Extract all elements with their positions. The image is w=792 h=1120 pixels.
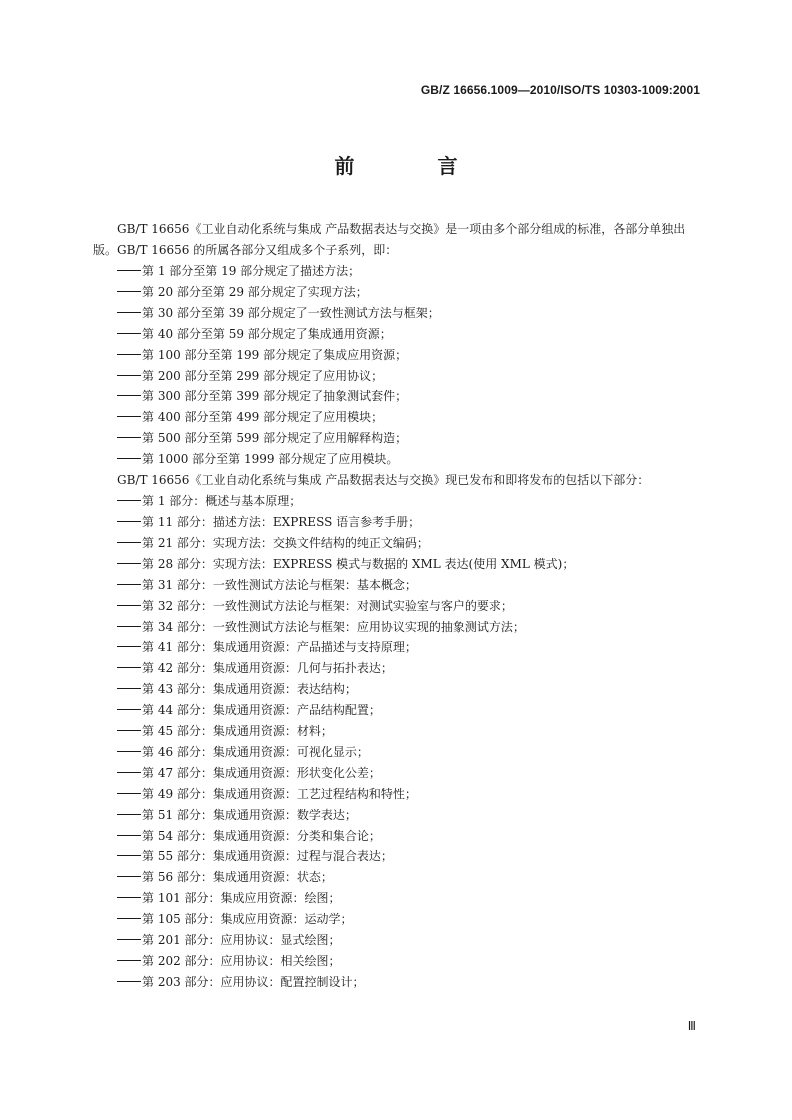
- list-item-text: 第 32 部分：一致性测试方法论与框架：对测试实验室与客户的要求；: [142, 598, 513, 613]
- em-dash: [117, 542, 141, 543]
- list-item-text: 第 40 部分至第 59 部分规定了集成通用资源；: [142, 326, 392, 341]
- list-item: [93, 491, 705, 512]
- em-dash: [117, 605, 141, 606]
- list-item: [93, 700, 705, 721]
- list-item-text: 第 200 部分至第 299 部分规定了应用协议；: [142, 368, 384, 383]
- em-dash: [117, 416, 141, 417]
- list-item: [93, 596, 705, 617]
- list-item-text: 第 11 部分：描述方法：EXPRESS 语言参考手册；: [142, 514, 421, 529]
- list-item: [93, 721, 705, 742]
- list-item-text: 第 202 部分：应用协议：相关绘图；: [142, 954, 341, 968]
- list-item-text: 第 100 部分至第 199 部分规定了集成应用资源；: [142, 347, 408, 362]
- list-item: [93, 805, 705, 826]
- list-item: [93, 428, 705, 449]
- list-item-text: 第 31 部分：一致性测试方法论与框架：基本概念；: [142, 577, 417, 592]
- em-dash: [117, 584, 141, 585]
- list-item-text: 第 20 部分至第 29 部分规定了实现方法；: [142, 284, 368, 299]
- list-item-text: 第 28 部分：实现方法：EXPRESS 模式与数据的 XML 表达(使用 XML 模式)；: [142, 556, 575, 571]
- em-dash: [117, 793, 141, 794]
- em-dash: [117, 814, 141, 815]
- list-item: [93, 345, 705, 366]
- list-item-text: 第 400 部分至第 499 部分规定了应用模块；: [142, 410, 384, 425]
- em-dash: [117, 646, 141, 647]
- page-number: Ⅲ: [687, 1019, 696, 1033]
- em-dash: [117, 395, 141, 396]
- list-item: [93, 930, 705, 951]
- em-dash: [117, 981, 141, 982]
- list-item-text: 第 44 部分：集成通用资源：产品结构配置；: [142, 703, 381, 718]
- list-item: [93, 575, 705, 596]
- em-dash: [117, 709, 141, 710]
- list-item-text: 第 30 部分至第 39 部分规定了一致性测试方法与框架；: [142, 305, 440, 320]
- em-dash: [117, 521, 141, 522]
- em-dash: [117, 751, 141, 752]
- list-item: [93, 784, 705, 805]
- list-item-text: 第 1 部分至第 19 部分规定了描述方法；: [142, 264, 361, 278]
- list-item: [93, 407, 705, 428]
- list-item: [93, 637, 705, 658]
- list-item-text: 第 43 部分：集成通用资源：表达结构；: [142, 682, 357, 697]
- list-item: [93, 617, 705, 638]
- em-dash: [117, 876, 141, 877]
- em-dash: [117, 939, 141, 940]
- em-dash: [117, 333, 141, 334]
- list-item-text: 第 54 部分：集成通用资源：分类和集合论；: [142, 828, 381, 843]
- list-item: [93, 951, 705, 972]
- list-item: [93, 303, 705, 324]
- list-item: [93, 826, 705, 847]
- em-dash: [117, 270, 141, 271]
- em-dash: [117, 500, 141, 501]
- list-item-text: 第 105 部分：集成应用资源：运动学；: [142, 912, 353, 927]
- list-item: [93, 449, 705, 470]
- em-dash: [117, 291, 141, 292]
- em-dash: [117, 897, 141, 898]
- list-item: [93, 386, 705, 407]
- em-dash: [117, 312, 141, 313]
- em-dash: [117, 960, 141, 961]
- em-dash: [117, 667, 141, 668]
- list-item: [93, 324, 705, 345]
- list-item: [93, 763, 705, 784]
- list-item: [93, 261, 705, 282]
- list-item-text: 第 42 部分：集成通用资源：几何与拓扑表达；: [142, 661, 393, 676]
- list-item-text: 第 201 部分：应用协议：显式绘图；: [142, 933, 341, 948]
- intro-paragraph: GB/T 16656《工业自动化系统与集成 产品数据表达与交换》是一项由多个部分组成的标准，各部分单独出版。GB/T 16656 的所属各部分又组成多个子系列，即：: [93, 222, 686, 257]
- em-dash: [117, 437, 141, 438]
- list-item-text: 第 300 部分至第 399 部分规定了抽象测试套件；: [142, 389, 408, 404]
- em-dash: [117, 688, 141, 689]
- list-item-text: 第 41 部分：集成通用资源：产品描述与支持原理；: [142, 640, 417, 655]
- em-dash: [117, 458, 141, 459]
- em-dash: [117, 626, 141, 627]
- list-item: [93, 282, 705, 303]
- list-item-text: 第 21 部分：实现方法：交换文件结构的纯正文编码；: [142, 535, 429, 550]
- standard-number-header: GB/Z 16656.1009—2010/ISO/TS 10303-1009:2001: [420, 83, 700, 97]
- em-dash: [117, 354, 141, 355]
- list-item-text: 第 1000 部分至第 1999 部分规定了应用模块。: [142, 452, 399, 467]
- list-item-text: 第 34 部分：一致性测试方法论与框架：应用协议实现的抽象测试方法；: [142, 619, 525, 634]
- list-item-text: 第 500 部分至第 599 部分规定了应用解释构造；: [142, 431, 408, 446]
- em-dash: [117, 918, 141, 919]
- list-item: [93, 909, 705, 930]
- list-item-text: 第 46 部分：集成通用资源：可视化显示；: [142, 744, 369, 759]
- list-item-text: 第 1 部分：概述与基本原理；: [142, 494, 302, 509]
- list-item-text: 第 203 部分：应用协议：配置控制设计；: [142, 974, 365, 989]
- list-item: [93, 742, 705, 763]
- list-item: [93, 846, 705, 867]
- list-item: [93, 867, 705, 888]
- list-item-text: 第 51 部分：集成通用资源：数学表达；: [142, 807, 357, 822]
- list-item-text: 第 47 部分：集成通用资源：形状变化公差；: [142, 765, 381, 780]
- document-body: [93, 219, 705, 993]
- list-item: [93, 533, 705, 554]
- list-item: [93, 888, 705, 909]
- list-item: [93, 658, 705, 679]
- series-list: [93, 261, 705, 470]
- em-dash: [117, 855, 141, 856]
- list-item-text: 第 56 部分：集成通用资源：状态；: [142, 870, 333, 885]
- page-title: 前 言: [334, 154, 496, 178]
- list-item-text: 第 49 部分：集成通用资源：工艺过程结构和特性；: [142, 786, 417, 801]
- list-item: [93, 679, 705, 700]
- list-item: [93, 972, 705, 993]
- list-item: [93, 554, 705, 575]
- list-item: [93, 512, 705, 533]
- em-dash: [117, 563, 141, 564]
- em-dash: [117, 730, 141, 731]
- em-dash: [117, 835, 141, 836]
- list-item-text: 第 101 部分：集成应用资源：绘图；: [142, 891, 341, 906]
- published-parts-paragraph: GB/T 16656《工业自动化系统与集成 产品数据表达与交换》现已发布和即将发布的包括以下部分：: [117, 473, 650, 488]
- list-item: [93, 366, 705, 387]
- em-dash: [117, 375, 141, 376]
- em-dash: [117, 772, 141, 773]
- list-item-text: 第 45 部分：集成通用资源：材料；: [142, 724, 333, 739]
- parts-list: [93, 491, 705, 993]
- list-item-text: 第 55 部分：集成通用资源：过程与混合表达；: [142, 849, 393, 864]
